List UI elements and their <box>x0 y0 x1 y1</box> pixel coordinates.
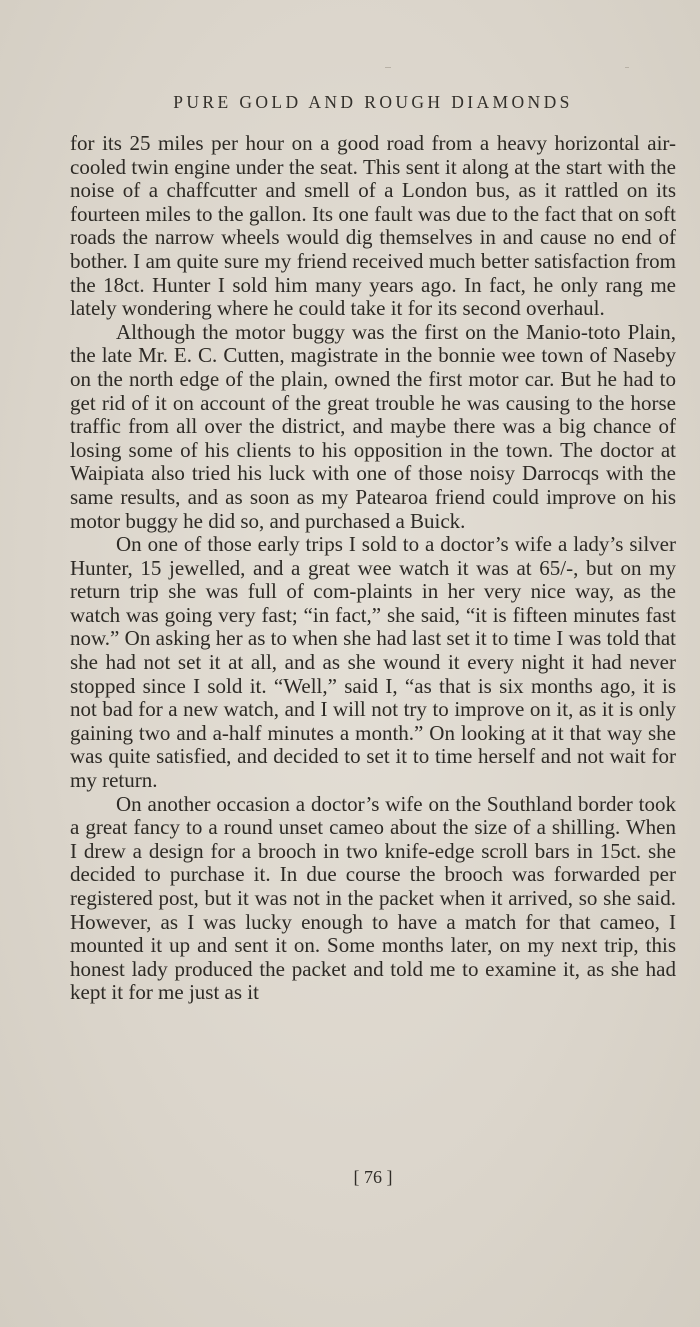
running-head: PURE GOLD AND ROUGH DIAMONDS <box>173 92 573 112</box>
paragraph-2: Although the motor buggy was the first on the Manio-toto Plain, the late Mr. E. C. Cutten, magistrate in the bonnie wee town of Naseby on the north edge of the plain, owned the first motor car. But he had to get rid of it on account of the great trouble he was causing to the horse traffic from all over the district, and maybe there was a big chance of losing some of his clients to his opposition in the town. The doctor at Waipiata also tried his luck with one of those noisy Darrocqs with the same results, and as soon as my Patearoa friend could improve on his motor buggy he did so, and purchased a Buick. <box>70 319 676 533</box>
body-text <box>70 132 676 1005</box>
print-speck <box>625 67 629 68</box>
page-number: [ 76 ] <box>353 1167 393 1187</box>
paragraph-1: for its 25 miles per hour on a good road from a heavy horizontal air-cooled twin engine under the seat. This sent it along at the start with the noise of a chaffcutter and smell of a London bus, as it rattled on its fourteen miles to the gallon. Its one fault was due to the fact that on soft roads the narrow wheels would dig themselves in and cause no end of bother. I am quite sure my friend received much better satisfaction from the 18ct. Hunter I sold him many years ago. In fact, he only rang me lately wondering where he could take it for its second overhaul. <box>70 131 676 321</box>
print-speck <box>385 67 391 68</box>
paragraph-3: On one of those early trips I sold to a doctor’s wife a lady’s silver Hunter, 15 jewelled, and a great wee watch it was at 65/-, but on my return trip she was full of com-plaints in her very nice way, as the watch was going very fast; “in fact,” she said, “it is fifteen minutes fast now.” On asking her as to when she had last set it to time I was told that she had not set it at all, and as she wound it every night it had never stopped since I sold it. “Well,” said I, “as that is six months ago, it is not bad for a new watch, and I will not try to improve on it, as it is only gaining two and a-half minutes a month.” On looking at it that way she was quite satisfied, and decided to set it to time herself and not wait for my return. <box>70 532 676 793</box>
paragraph-4: On another occasion a doctor’s wife on the Southland border took a great fancy to a round unset cameo about the size of a shilling. When I drew a design for a brooch in two knife-edge scroll bars in 15ct. she decided to purchase it. In due course the brooch was forwarded per registered post, but it was not in the packet when it arrived, so she said. However, as I was lucky enough to have a match for that cameo, I mounted it up and sent it on. Some months later, on my next trip, this honest lady produced the packet and told me to examine it, as she had kept it for me just as it <box>70 791 676 1005</box>
